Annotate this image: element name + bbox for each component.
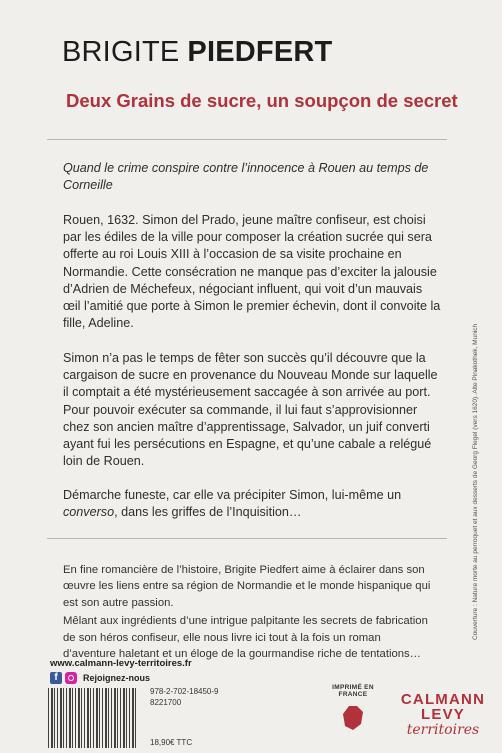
- synopsis-paragraph-3: [63, 487, 443, 521]
- author-first-name: BRIGITE: [62, 36, 180, 68]
- facebook-icon[interactable]: f: [50, 672, 62, 684]
- divider-top: [47, 139, 447, 140]
- isbn-block: [150, 686, 219, 708]
- publisher-collection: territoires: [406, 722, 480, 738]
- author-name: [62, 36, 332, 69]
- isbn-number: 978-2-702-18450-9: [150, 687, 219, 696]
- social-links: [50, 672, 150, 684]
- synopsis-paragraph-1: Rouen, 1632. Simon del Prado, jeune maître confiseur, est choisi par les édiles de la ville pour composer la création sucrée qui sera offerte au roi Louis XIII à l’occasion de sa visite prochaine en Normandie. Cette consécration ne manque pas d’exciter la jalousie d’Adrien de Méchefeux, négociant influent, qui voit d’un mauvais œil l’amitié que porte à Simon le premier échevin, dont il convoite la fille, Adeline.: [63, 213, 441, 331]
- author-bio-paragraph-2: Mêlant aux ingrédients d’une intrigue palpitante les secrets de fabrication de son héros confiseur, elle nous livre ici tout à la fois un roman d’aventure haletant et un éloge de la gourmandise riche de tentations…: [63, 615, 428, 661]
- instagram-icon[interactable]: [65, 672, 77, 684]
- author-last-name: PIEDFERT: [187, 36, 333, 68]
- price: 18,90€ TTC: [150, 738, 193, 747]
- synopsis-paragraph-2: Simon n’a pas le temps de fêter son succès qu’il découvre que la cargaison de sucre en provenance du Nouveau Monde sur laquelle il comptait a été mystérieusement saccagée à son arrivée au port. Pour pouvoir exécuter sa commande, il lui faut s’approvisionner chez son ancien maître d’apprentissage, Salvador, un juif converti ayant fui les persécutions en Espagne, et qu’une cabale a relégué loin de Rouen.: [63, 351, 438, 469]
- social-label: Rejoignez-nous: [83, 673, 150, 683]
- product-code: 8221700: [150, 698, 182, 707]
- synopsis-paragraph-3-start: Démarche funeste, car elle va précipiter Simon, lui-même un: [63, 488, 402, 502]
- synopsis-paragraph-3-end: , dans les griffes de l’Inquisition…: [114, 505, 302, 520]
- synopsis-paragraph-3-italic: converso: [63, 505, 115, 520]
- tagline: Quand le crime conspire contre l’innocence à Rouen au temps de Corneille: [63, 161, 429, 193]
- divider-middle: [47, 538, 447, 539]
- author-bio-paragraph-1: En fine romancière de l’histoire, Brigite Piedfert aime à éclairer dans son œuvre les liens entre sa région de Normandie et le monde hispanique qui est son autre passion.: [63, 564, 431, 609]
- cover-credits: Couverture : Nature morte au perroquet et aux desserts de Georg Flegel (vers 1620). Alte Pinakothek, Munich: [472, 323, 479, 640]
- author-bio: [63, 562, 435, 662]
- publisher-name: CALMANN LEVY: [400, 691, 486, 723]
- imprime-en-france-text: IMPRIMÉ EN FRANCE: [332, 684, 374, 698]
- barcode: [48, 688, 138, 748]
- publisher-website[interactable]: www.calmann-levy-territoires.fr: [50, 658, 192, 669]
- book-title: Deux Grains de sucre, un soupçon de secret: [66, 90, 458, 111]
- publisher-logo: [400, 692, 486, 738]
